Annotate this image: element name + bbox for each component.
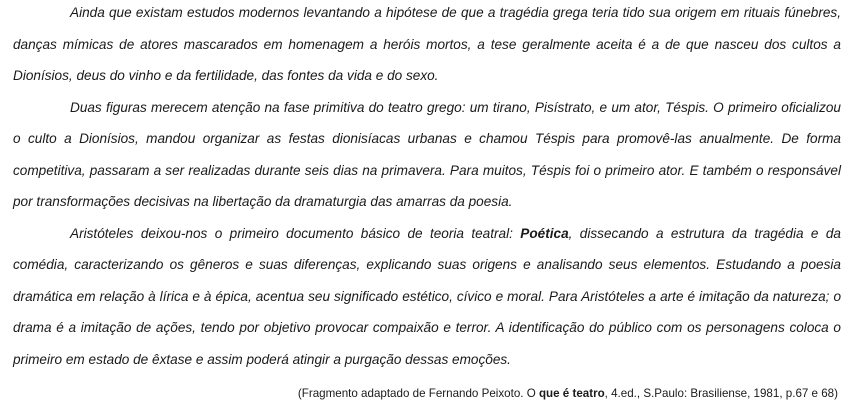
paragraph-aristotle-body: , dissecando a estrutura da tragédia e da comédia, caracterizando os gêneros e suas diferenças, explicando suas origens e analisando seus elementos. Estudando a poesia dramática em relação à lírica e à épica, acentua seu significado estético, cívico e moral. Para Aristóteles a arte é imitação da natureza; o drama é a imitação de ações, tendo por objetivo provocar compaixão e terror. A identificação do público com os personagens coloca o primeiro em estado de êxtase e assim poderá atingir a purgação dessas emoções. xyxy=(13,225,841,367)
book-title: que é teatro xyxy=(538,387,605,400)
text-excerpt xyxy=(13,0,841,375)
paragraph-aristotle xyxy=(13,218,841,376)
paragraph-aristotle-intro: Aristóteles deixou-nos o primeiro documento básico de teoria teatral: xyxy=(70,225,521,241)
paragraph-primitive-phase: Duas figuras merecem atenção na fase primitiva do teatro grego: um tirano, Pisístrato, e um ator, Téspis. O primeiro oficializou o culto a Dionísios, mandou organizar as festas dionisíacas urbanas e chamou Téspis para promovê-las anualmente. De forma competitiva, passaram a ser realizadas durante seis dias na primavera. Para muitos, Téspis foi o primeiro ator. E também o responsável por transformações decisivas na libertação da dramaturgia das amarras da poesia. xyxy=(13,99,841,209)
citation-prefix: (Fragmento adaptado de Fernando Peixoto. O xyxy=(297,387,539,400)
poetica-title: Poética xyxy=(520,225,569,241)
paragraph-origins: Ainda que existam estudos modernos levantando a hipótese de que a tragédia grega teria tido sua origem em rituais fúnebres, danças mímicas de atores mascarados em homenagem a heróis mortos, a tese geralmente aceita é a de que nasceu dos cultos a Dionísios, deus do vinho e da fertilidade, das fontes da vida e do sexo. xyxy=(13,5,841,83)
source-citation xyxy=(298,387,838,400)
citation-suffix: , 4.ed., S.Paulo: Brasiliense, 1981, p.67 e 68) xyxy=(604,387,838,400)
